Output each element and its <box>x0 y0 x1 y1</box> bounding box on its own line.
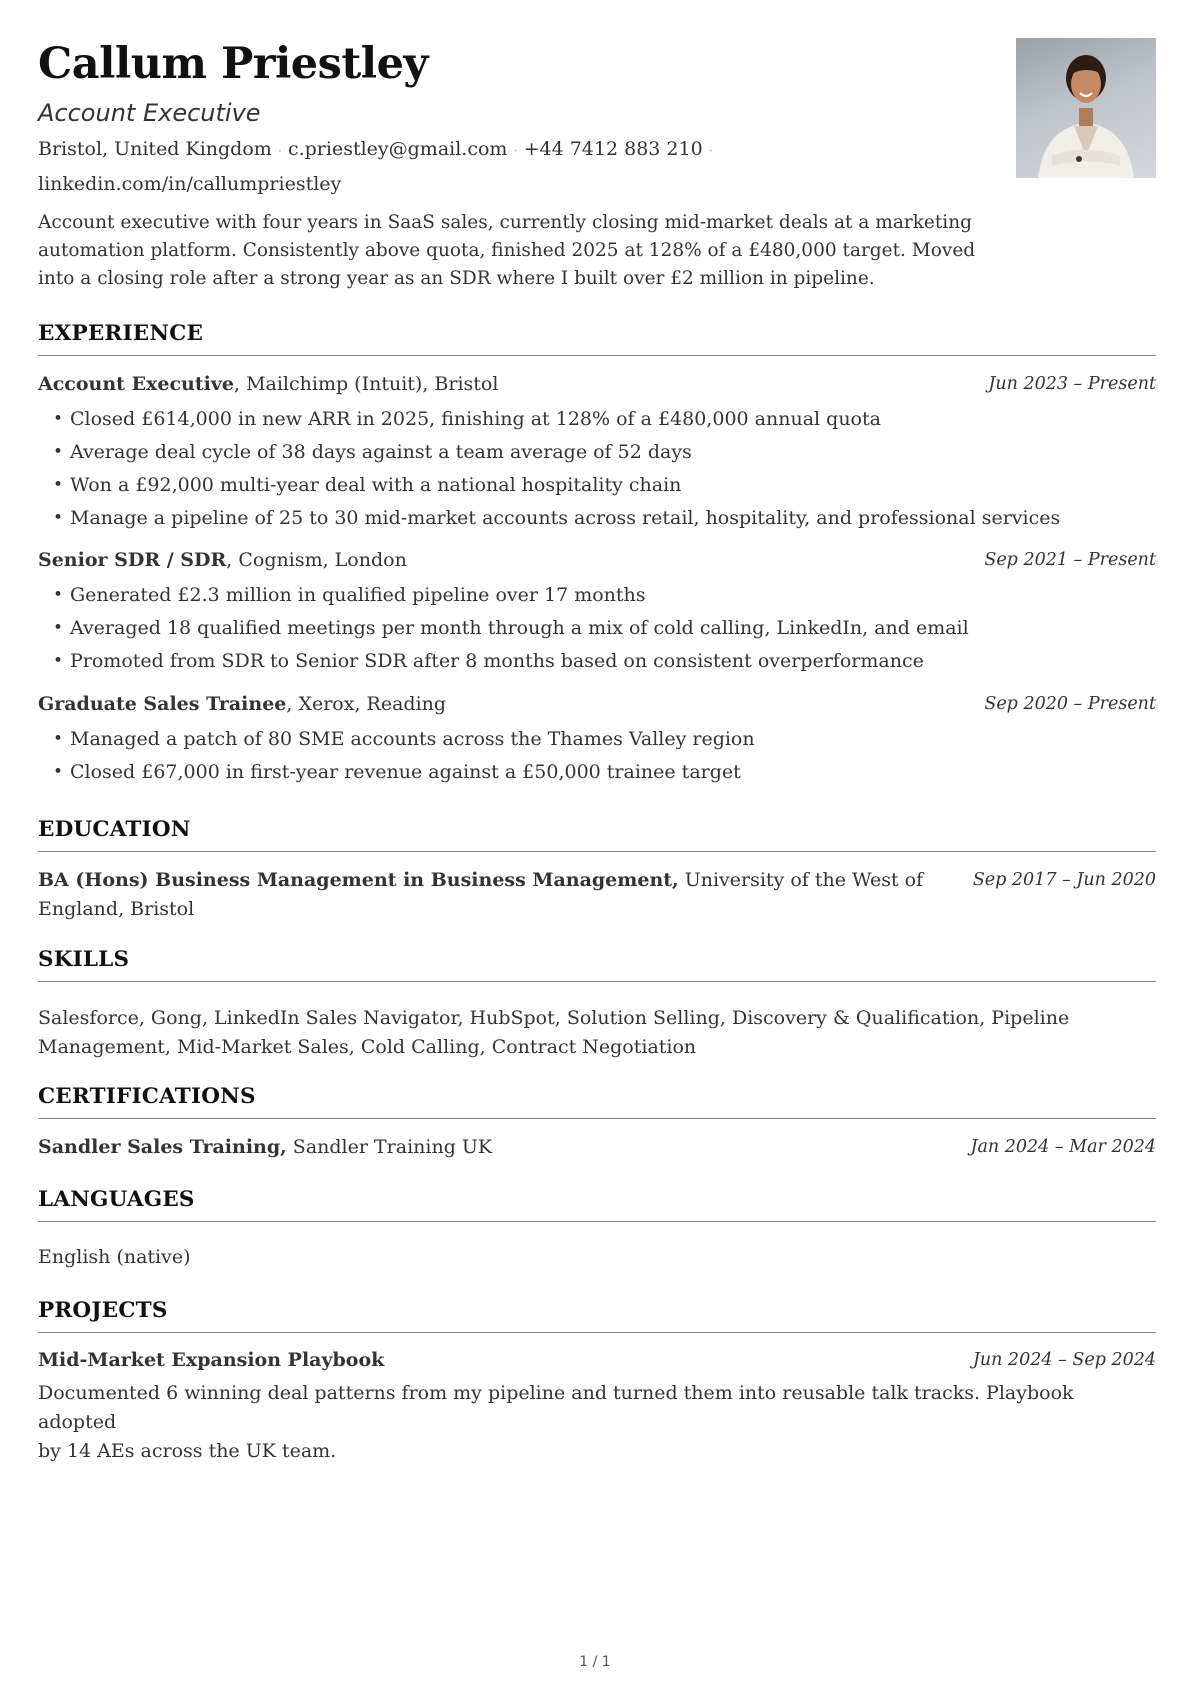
education-entry-header <box>38 866 1156 924</box>
skills-text <box>38 1004 1156 1062</box>
skills-line: Management, Mid-Market Sales, Cold Calling, Contract Negotiation <box>38 1036 697 1058</box>
bullet-icon: • <box>53 475 64 495</box>
bullet-icon: • <box>53 442 64 462</box>
bullet-icon: • <box>53 585 64 605</box>
bullet-text: Won a £92,000 multi-year deal with a national hospitality chain <box>70 474 682 496</box>
list-item <box>38 756 1156 789</box>
education-entry <box>38 866 1156 924</box>
achievement-list <box>38 723 1156 789</box>
contact-info <box>38 133 968 201</box>
degree-title: BA (Hons) Business Management in Business Management, <box>38 869 679 891</box>
list-item <box>38 723 1156 756</box>
experience-entry-xerox <box>38 690 1156 789</box>
location-text: Bristol, United Kingdom <box>38 138 272 160</box>
section-title-skills: SKILLS <box>38 947 130 972</box>
section-divider <box>38 1332 1156 1333</box>
contact-separator: · <box>277 144 282 159</box>
list-item <box>38 612 1156 645</box>
company-location: , Cognism, London <box>226 549 407 571</box>
job-title: Account Executive <box>38 99 261 127</box>
experience-entry-cognism <box>38 546 1156 678</box>
experience-section <box>38 319 1156 356</box>
bullet-text: Generated £2.3 million in qualified pipeline over 17 months <box>70 584 646 606</box>
list-item <box>38 502 1156 535</box>
section-title-experience: EXPERIENCE <box>38 321 204 346</box>
certification-entry <box>38 1133 1156 1162</box>
contact-separator: · <box>513 144 518 159</box>
role-title: Graduate Sales Trainee <box>38 693 287 715</box>
company-location: , Mailchimp (Intuit), Bristol <box>233 373 499 395</box>
languages-entry <box>38 1243 1156 1272</box>
section-title-languages: LANGUAGES <box>38 1187 195 1212</box>
role-title: Senior SDR / SDR <box>38 549 227 571</box>
date-range: Sep 2021 – Present <box>984 550 1156 570</box>
skills-entry <box>38 1004 1156 1062</box>
page-number: 1 / 1 <box>579 1654 611 1670</box>
date-range: Jun 2023 – Present <box>988 374 1156 394</box>
school-location: England, Bristol <box>38 898 195 920</box>
bullet-icon: • <box>53 508 64 528</box>
bullet-text: Closed £614,000 in new ARR in 2025, finishing at 128% of a £480,000 annual quota <box>70 408 881 430</box>
bullet-icon: • <box>53 729 64 749</box>
project-description-line: by 14 AEs across the UK team. <box>38 1440 337 1462</box>
bullet-text: Average deal cycle of 38 days against a team average of 52 days <box>70 441 692 463</box>
education-section <box>38 815 1156 852</box>
language-text: English (native) <box>38 1246 191 1268</box>
phone-text: +44 7412 883 210 <box>523 138 703 160</box>
certification-entry-header <box>38 1133 1156 1162</box>
profile-photo-image <box>1016 38 1156 178</box>
bullet-text: Manage a pipeline of 25 to 30 mid-market accounts across retail, hospitality, and professional services <box>70 507 1061 529</box>
company-location: , Xerox, Reading <box>286 693 447 715</box>
section-divider <box>38 1118 1156 1119</box>
resume-page <box>38 36 1156 1462</box>
candidate-name: Callum Priestley <box>38 39 428 89</box>
list-item <box>38 645 1156 678</box>
email-link[interactable]: c.priestley@gmail.com <box>287 138 508 160</box>
achievement-list <box>38 403 1156 535</box>
experience-entry-header <box>38 370 1156 399</box>
list-item <box>38 579 1156 612</box>
bullet-icon: • <box>53 762 64 782</box>
bullet-text: Averaged 18 qualified meetings per month through a mix of cold calling, LinkedIn, and email <box>70 617 969 639</box>
contact-separator: · <box>708 144 713 159</box>
project-description-line: Documented 6 winning deal patterns from my pipeline and turned them into reusable talk tracks. Playbook adopted <box>38 1382 1074 1433</box>
bullet-text: Managed a patch of 80 SME accounts across the Thames Valley region <box>70 728 755 750</box>
bullet-icon: • <box>53 651 64 671</box>
school-name: University of the West of <box>678 869 924 891</box>
list-item <box>38 469 1156 502</box>
skills-section <box>38 945 1156 982</box>
profile-photo <box>1016 38 1156 178</box>
certification-name: Sandler Sales Training, <box>38 1136 287 1158</box>
section-title-education: EDUCATION <box>38 817 191 842</box>
date-range: Sep 2020 – Present <box>984 694 1156 714</box>
bullet-icon: • <box>53 409 64 429</box>
experience-entry-header <box>38 546 1156 575</box>
section-divider <box>38 355 1156 356</box>
experience-entry-header <box>38 690 1156 719</box>
project-entry-header <box>38 1346 1156 1375</box>
section-divider <box>38 1221 1156 1222</box>
bullet-text: Closed £67,000 in first-year revenue against a £50,000 trainee target <box>70 761 741 783</box>
bullet-text: Promoted from SDR to Senior SDR after 8 months based on consistent overperformance <box>70 650 924 672</box>
role-title: Account Executive <box>38 373 234 395</box>
languages-section <box>38 1185 1156 1222</box>
resume-header <box>38 36 1156 294</box>
section-divider <box>38 981 1156 982</box>
date-range: Sep 2017 – Jun 2020 <box>972 870 1156 890</box>
projects-section <box>38 1296 1156 1333</box>
project-entry <box>38 1346 1156 1466</box>
section-title-certifications: CERTIFICATIONS <box>38 1084 256 1109</box>
profile-summary: Account executive with four years in SaaS sales, currently closing mid-market deals at a marketing automation platform. Consistently above quota, finished 2025 at 128% of a £480,000 target. Moved into a closing role after a strong year as an SDR where I built over £2 million in pipeline. <box>38 212 976 289</box>
date-range: Jan 2024 – Mar 2024 <box>970 1137 1156 1157</box>
section-divider <box>38 851 1156 852</box>
certification-issuer: Sandler Training UK <box>286 1136 493 1158</box>
project-description <box>38 1379 1156 1466</box>
experience-entry-mailchimp <box>38 370 1156 535</box>
achievement-list <box>38 579 1156 678</box>
project-name: Mid-Market Expansion Playbook <box>38 1349 385 1371</box>
certifications-section <box>38 1082 1156 1119</box>
list-item <box>38 403 1156 436</box>
date-range: Jun 2024 – Sep 2024 <box>972 1350 1156 1370</box>
list-item <box>38 436 1156 469</box>
linkedin-link[interactable]: linkedin.com/in/callumpriestley <box>38 173 342 195</box>
bullet-icon: • <box>53 618 64 638</box>
section-title-projects: PROJECTS <box>38 1298 168 1323</box>
skills-line: Salesforce, Gong, LinkedIn Sales Navigator, HubSpot, Solution Selling, Discovery & Qualification, Pipeline <box>38 1007 1070 1029</box>
